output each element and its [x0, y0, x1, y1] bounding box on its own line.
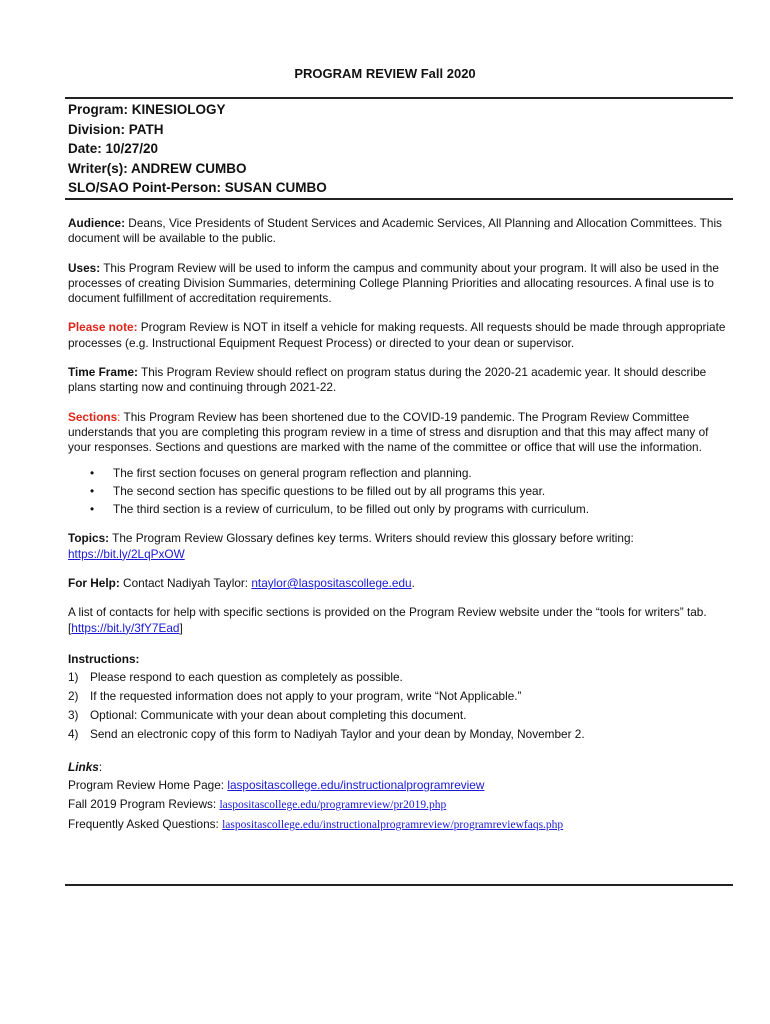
sections-colon: : [117, 409, 121, 424]
program-review-home-link[interactable]: laspositascollege.edu/instructionalprogramreview [227, 778, 485, 793]
list-item [68, 670, 732, 685]
links-row-faq [68, 817, 732, 833]
time-frame-paragraph [68, 365, 732, 396]
links-row-home [68, 778, 732, 793]
sections-paragraph [68, 410, 732, 456]
uses-label: Uses: [68, 260, 101, 275]
meta-divider [65, 198, 733, 200]
item-number: 3) [68, 707, 79, 722]
document-title: PROGRAM REVIEW Fall 2020 [294, 66, 476, 81]
instructions-heading: Instructions: [68, 651, 140, 666]
list-item [68, 466, 732, 481]
time-frame-text: This Program Review should reflect on program status during the 2020-21 academic year. It should describe plans starting now and continuing through 2021-22. [68, 365, 707, 395]
tools-for-writers-link[interactable]: https://bit.ly/3fY7Ead [71, 620, 180, 635]
slo-point-person-field: SLO/SAO Point-Person: SUSAN CUMBO [68, 180, 327, 195]
uses-text: This Program Review will be used to inform the campus and community about your program. It will also be used in the processes of creating Division Summaries, determining College Planning Priorities and allocating resources. A final use is to document fulfillment of accreditation requirements. [68, 260, 719, 306]
please-note-label: Please note: [68, 320, 138, 335]
help-label: For Help: [68, 576, 120, 591]
time-frame-label: Time Frame: [68, 365, 138, 380]
item-text: Send an electronic copy of this form to Nadiyah Taylor and your dean by Monday, November 2. [90, 726, 585, 741]
item-number: 1) [68, 670, 79, 685]
topics-label: Topics: [68, 531, 110, 546]
faq-link[interactable]: laspositascollege.edu/instructionalprogramreview/programreviewfaqs.php [222, 818, 564, 831]
glossary-link[interactable]: https://bit.ly/2LqPxOW [68, 546, 185, 561]
fall-2019-reviews-link[interactable]: laspositascollege.edu/programreview/pr2019.php [219, 799, 447, 812]
list-item [68, 689, 732, 704]
bullet-text: The third section is a review of curriculum, to be filled out only by programs with curriculum. [113, 502, 589, 517]
instructions-list [68, 670, 732, 742]
program-field: Program: KINESIOLOGY [68, 102, 226, 117]
program-meta [68, 100, 327, 198]
link-label: Program Review Home Page: [68, 778, 228, 793]
help-period: . [411, 576, 415, 591]
division-field: Division: PATH [68, 121, 164, 137]
link-label: Fall 2019 Program Reviews: [68, 797, 220, 812]
sections-label: Sections [68, 409, 118, 424]
item-number: 4) [68, 726, 79, 741]
list-item [68, 502, 732, 517]
list-item [68, 708, 732, 723]
document-body [68, 216, 732, 837]
email-link[interactable]: ntaylor@laspositascollege.edu [251, 576, 412, 591]
bullet-icon: • [90, 483, 95, 498]
help-text: Contact Nadiyah Taylor: [119, 576, 252, 591]
item-text: Please respond to each question as completely as possible. [90, 670, 403, 685]
bullet-text: The first section focuses on general program reflection and planning. [113, 465, 472, 480]
bullet-icon: • [90, 465, 95, 480]
please-note-paragraph [68, 320, 732, 351]
links-heading-text: Links [68, 759, 99, 774]
contacts-text: A list of contacts for help with specific sections is provided on the Program Review website under the “tools for writers” tab. [ [68, 605, 707, 635]
links-heading [68, 760, 732, 775]
list-item [68, 484, 732, 499]
link-label: Frequently Asked Questions: [68, 816, 223, 831]
links-row-fall-2019 [68, 797, 732, 813]
date-field: Date: 10/27/20 [68, 141, 159, 156]
help-paragraph [68, 576, 732, 591]
audience-text: Deans, Vice Presidents of Student Services and Academic Services, All Planning and Allocation Committees. This document will be available to the public. [68, 216, 722, 246]
bottom-divider [65, 884, 733, 886]
bullet-icon: • [90, 502, 95, 517]
links-heading-colon: : [98, 759, 103, 774]
bullet-text: The second section has specific questions to be filled out by all programs this year. [113, 483, 546, 498]
audience-paragraph [68, 216, 732, 247]
top-divider [65, 97, 733, 99]
contacts-close: ] [179, 620, 183, 635]
sections-bullet-list [68, 466, 732, 518]
item-text: Optional: Communicate with your dean about completing this document. [90, 707, 467, 722]
uses-paragraph [68, 261, 732, 307]
please-note-text: Program Review is NOT in itself a vehicle for making requests. All requests should be made through appropriate processes (e.g. Instructional Equipment Request Process) or directed to your dean or supervisor. [68, 320, 726, 350]
writers-field: Writer(s): ANDREW CUMBO [68, 160, 247, 176]
contacts-paragraph [68, 605, 732, 636]
topics-text: The Program Review Glossary defines key terms. Writers should review this glossary before writing: [109, 531, 634, 546]
item-text: If the requested information does not apply to your program, write “Not Applicable.” [90, 689, 522, 704]
item-number: 2) [68, 689, 79, 704]
sections-text: This Program Review has been shortened due to the COVID-19 pandemic. The Program Review Committee understands that you are completing this program review in a time of stress and disruption and that this may affect many of your responses. Sections and questions are marked with the name of the committee or office that will use the information. [68, 409, 709, 455]
audience-label: Audience: [68, 216, 126, 230]
topics-paragraph [68, 531, 732, 562]
list-item [68, 727, 732, 742]
